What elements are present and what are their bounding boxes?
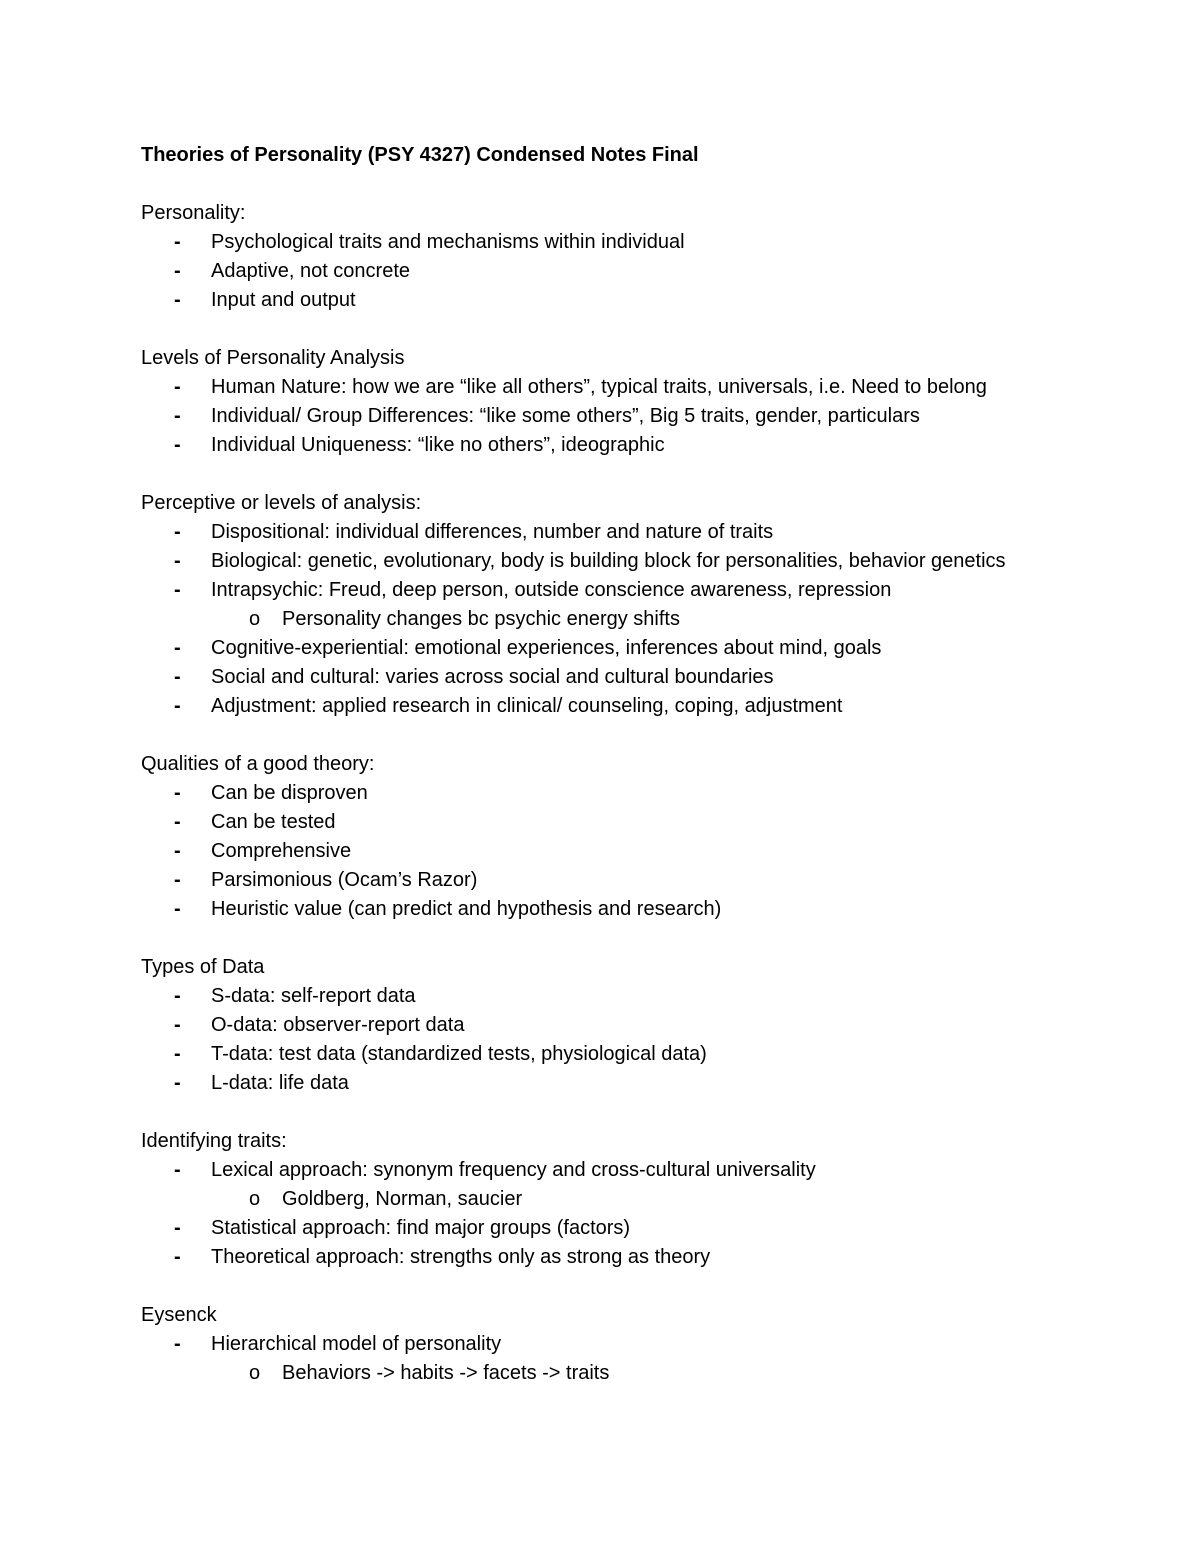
bullet-text: Adjustment: applied research in clinical/ counseling, coping, adjustment <box>211 695 843 717</box>
notes-section <box>141 199 1101 315</box>
bullet-item <box>141 1214 1101 1243</box>
circle-bullet-marker: o <box>249 1362 261 1384</box>
sub-bullet-item <box>211 605 1101 634</box>
bullet-text: L-data: life data <box>211 1072 349 1094</box>
bullet-text: Adaptive, not concrete <box>211 260 411 282</box>
notes-section <box>141 1301 1101 1388</box>
document-title: Theories of Personality (PSY 4327) Condensed Notes Final <box>141 144 699 166</box>
bullet-text: Input and output <box>211 289 356 311</box>
dash-bullet-marker: - <box>174 231 181 253</box>
dash-bullet-marker: - <box>174 289 181 311</box>
bullet-list <box>141 779 1101 924</box>
bullet-text: Individual Uniqueness: “like no others”, ideographic <box>211 434 665 456</box>
bullet-item <box>141 431 1101 460</box>
dash-bullet-marker: - <box>174 434 181 456</box>
circle-bullet-marker: o <box>249 608 261 630</box>
dash-bullet-marker: - <box>174 550 181 572</box>
section-heading: Personality: <box>141 202 246 224</box>
notes-section <box>141 489 1101 721</box>
circle-bullet-marker: o <box>249 1188 261 1210</box>
dash-bullet-marker: - <box>174 637 181 659</box>
notes-section <box>141 750 1101 924</box>
section-heading: Perceptive or levels of analysis: <box>141 492 422 514</box>
dash-bullet-marker: - <box>174 1217 181 1239</box>
bullet-list <box>141 1156 1101 1272</box>
bullet-item <box>141 895 1101 924</box>
bullet-item <box>141 576 1101 634</box>
bullet-text: Can be tested <box>211 811 336 833</box>
bullet-text: Human Nature: how we are “like all others”, typical traits, universals, i.e. Need to belong <box>211 376 987 398</box>
dash-bullet-marker: - <box>174 1333 181 1355</box>
bullet-item <box>141 1011 1101 1040</box>
dash-bullet-marker: - <box>174 1246 181 1268</box>
bullet-item <box>141 808 1101 837</box>
dash-bullet-marker: - <box>174 376 181 398</box>
bullet-item <box>141 866 1101 895</box>
sub-bullet-text: Personality changes bc psychic energy shifts <box>282 608 680 630</box>
bullet-item <box>141 634 1101 663</box>
bullet-item <box>141 1330 1101 1388</box>
bullet-item <box>141 779 1101 808</box>
sub-bullet-list <box>211 1185 1101 1214</box>
bullet-text: Dispositional: individual differences, number and nature of traits <box>211 521 774 543</box>
section-heading: Eysenck <box>141 1304 217 1326</box>
dash-bullet-marker: - <box>174 1043 181 1065</box>
bullet-text: T-data: test data (standardized tests, physiological data) <box>211 1043 707 1065</box>
bullet-text: Theoretical approach: strengths only as strong as theory <box>211 1246 711 1268</box>
dash-bullet-marker: - <box>174 1014 181 1036</box>
sub-bullet-item <box>211 1359 1101 1388</box>
section-heading: Qualities of a good theory: <box>141 753 375 775</box>
dash-bullet-marker: - <box>174 898 181 920</box>
bullet-text: Social and cultural: varies across social and cultural boundaries <box>211 666 774 688</box>
bullet-item <box>141 402 1101 431</box>
bullet-item <box>141 663 1101 692</box>
bullet-text: Comprehensive <box>211 840 352 862</box>
bullet-text: Hierarchical model of personality <box>211 1333 502 1355</box>
bullet-list <box>141 982 1101 1098</box>
bullet-list <box>141 228 1101 315</box>
bullet-text: Can be disproven <box>211 782 368 804</box>
bullet-item <box>141 518 1101 547</box>
bullet-text: Lexical approach: synonym frequency and cross-cultural universality <box>211 1159 816 1181</box>
bullet-item <box>141 228 1101 257</box>
dash-bullet-marker: - <box>174 405 181 427</box>
bullet-item <box>141 1040 1101 1069</box>
bullet-item <box>141 286 1101 315</box>
bullet-item <box>141 1156 1101 1214</box>
bullet-item <box>141 1069 1101 1098</box>
dash-bullet-marker: - <box>174 782 181 804</box>
dash-bullet-marker: - <box>174 869 181 891</box>
bullet-text: Individual/ Group Differences: “like some others”, Big 5 traits, gender, particulars <box>211 405 920 427</box>
section-heading: Identifying traits: <box>141 1130 287 1152</box>
dash-bullet-marker: - <box>174 579 181 601</box>
document-content <box>141 141 1101 1417</box>
bullet-item <box>141 547 1101 576</box>
notes-section <box>141 953 1101 1098</box>
dash-bullet-marker: - <box>174 666 181 688</box>
bullet-item <box>141 837 1101 866</box>
dash-bullet-marker: - <box>174 840 181 862</box>
section-heading: Types of Data <box>141 956 265 978</box>
bullet-list <box>141 518 1101 721</box>
sub-bullet-item <box>211 1185 1101 1214</box>
bullet-text: Biological: genetic, evolutionary, body is building block for personalities, behavior genetics <box>211 550 1006 572</box>
sub-bullet-text: Behaviors -> habits -> facets -> traits <box>282 1362 610 1384</box>
bullet-item <box>141 257 1101 286</box>
bullet-text: Parsimonious (Ocam’s Razor) <box>211 869 478 891</box>
dash-bullet-marker: - <box>174 695 181 717</box>
dash-bullet-marker: - <box>174 811 181 833</box>
bullet-item <box>141 692 1101 721</box>
dash-bullet-marker: - <box>174 260 181 282</box>
bullet-list <box>141 1330 1101 1388</box>
bullet-text: O-data: observer-report data <box>211 1014 465 1036</box>
dash-bullet-marker: - <box>174 1159 181 1181</box>
bullet-text: Statistical approach: find major groups (factors) <box>211 1217 631 1239</box>
bullet-text: Intrapsychic: Freud, deep person, outside conscience awareness, repression <box>211 579 892 601</box>
bullet-item <box>141 373 1101 402</box>
bullet-item <box>141 1243 1101 1272</box>
notes-section <box>141 344 1101 460</box>
bullet-text: Psychological traits and mechanisms within individual <box>211 231 685 253</box>
bullet-text: Cognitive-experiential: emotional experiences, inferences about mind, goals <box>211 637 882 659</box>
section-heading: Levels of Personality Analysis <box>141 347 405 369</box>
dash-bullet-marker: - <box>174 1072 181 1094</box>
dash-bullet-marker: - <box>174 521 181 543</box>
notes-section <box>141 1127 1101 1272</box>
sections-container <box>141 199 1101 1388</box>
bullet-item <box>141 982 1101 1011</box>
bullet-text: Heuristic value (can predict and hypothesis and research) <box>211 898 722 920</box>
bullet-list <box>141 373 1101 460</box>
sub-bullet-list <box>211 1359 1101 1388</box>
sub-bullet-text: Goldberg, Norman, saucier <box>282 1188 523 1210</box>
dash-bullet-marker: - <box>174 985 181 1007</box>
bullet-text: S-data: self-report data <box>211 985 416 1007</box>
sub-bullet-list <box>211 605 1101 634</box>
